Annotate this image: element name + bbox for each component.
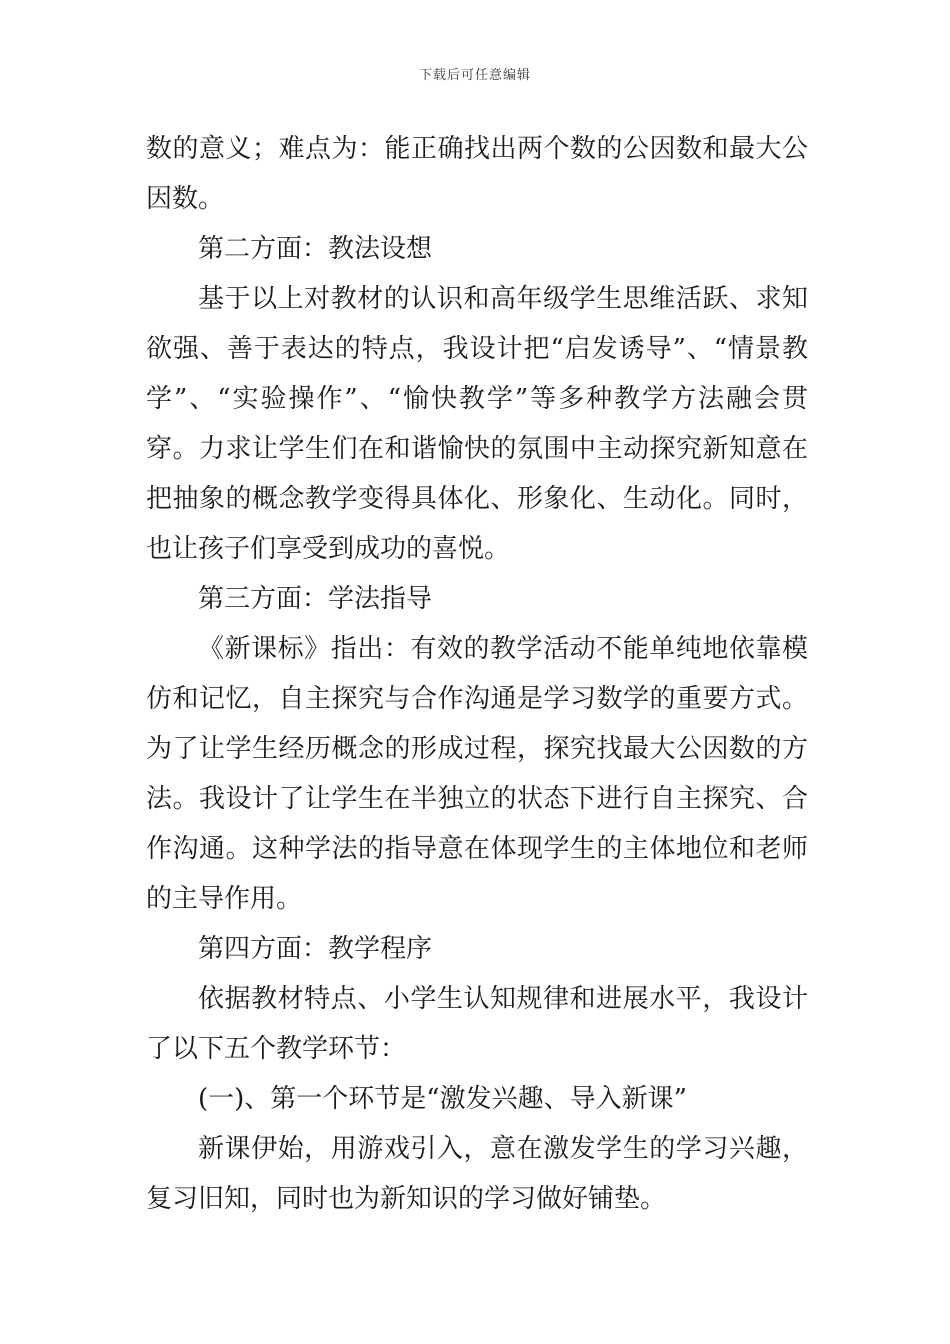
- heading-learning-guidance: 第三方面：学法指导: [198, 584, 433, 614]
- page-header-note: 下载后可任意编辑: [418, 68, 531, 83]
- heading-teaching-method: 第二方面：教法设想: [198, 234, 433, 264]
- paragraph-key-points-continued: 数的意义；难点为：能正确找出两个数的公因数和最大公因数。: [146, 134, 808, 214]
- document-body: [146, 124, 808, 1224]
- heading-first-stage: (一)、第一个环节是“激发兴趣、导入新课”: [198, 1084, 687, 1114]
- heading-teaching-procedure: 第四方面：教学程序: [198, 934, 433, 964]
- paragraph-teaching-procedure: 依据教材特点、小学生认知规律和进展水平，我设计了以下五个教学环节：: [146, 984, 808, 1064]
- paragraph-teaching-method: 基于以上对教材的认识和高年级学生思维活跃、求知欲强、善于表达的特点，我设计把“启发诱导”、“情景教学”、“实验操作”、“愉快教学”等多种教学方法融会贯穿。力求让学生们在和谐愉快的氛围中主动探究新知意在把抽象的概念教学变得具体化、形象化、生动化。同时，也让孩子们享受到成功的喜悦。: [146, 284, 808, 564]
- paragraph-first-stage: 新课伊始，用游戏引入，意在激发学生的学习兴趣，复习旧知，同时也为新知识的学习做好铺垫。: [146, 1134, 808, 1214]
- paragraph-learning-guidance: 《新课标》指出：有效的教学活动不能单纯地依靠模仿和记忆，自主探究与合作沟通是学习数学的重要方式。为了让学生经历概念的形成过程，探究找最大公因数的方法。我设计了让学生在半独立的状态下进行自主探究、合作沟通。这种学法的指导意在体现学生的主体地位和老师的主导作用。: [146, 634, 808, 914]
